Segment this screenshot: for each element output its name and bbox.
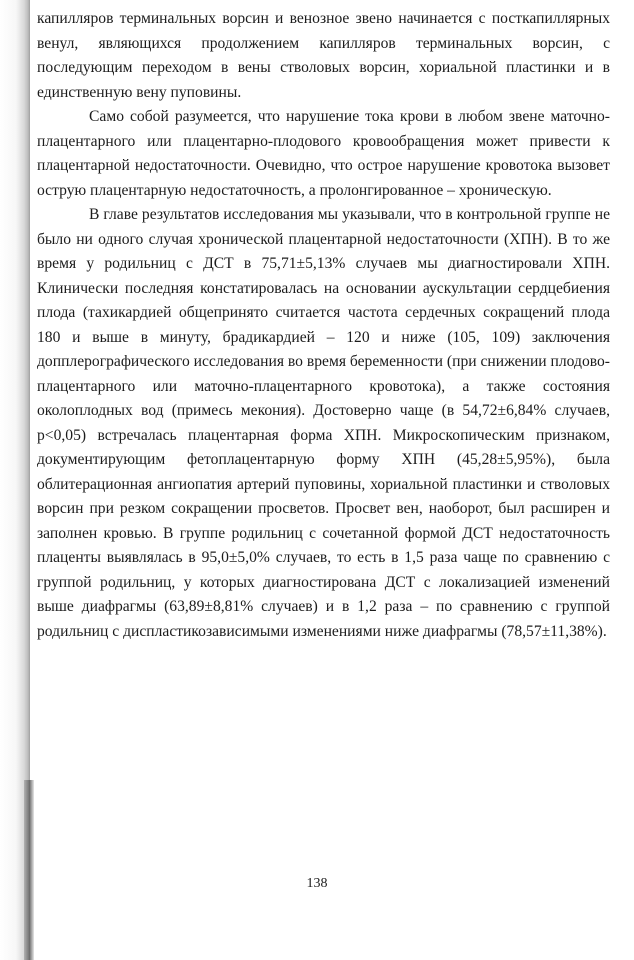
paragraph-continued: капилляров терминальных ворсин и венозное звено начинается с посткапиллярных венул, являющихся продолжением капилляров терминальных ворсин, с последующим переходом в вены стволовых ворсин, хориальной пластинки и в единственную вену пуповины. — [37, 10, 610, 101]
paragraph: Само собой разумеется, что нарушение тока крови в любом звене маточно-плацентарного или плацентарно-плодового кровообращения может привести к плацентарной недостаточности. Очевидно, что острое нарушение кровотока вызовет острую плацентарную недостаточность, а пролонгированное – хроническую. — [37, 108, 610, 199]
body-text — [37, 7, 610, 644]
paragraph: В главе результатов исследования мы указывали, что в контрольной группе не было ни одного случая хронической плацентарной недостаточности (ХПН). В то же время у родильниц с ДСТ в 75,71±5,13% случаев мы диагностировали ХПН. Клинически последняя констатировалась на основании аускультации сердцебиения плода (тахикардией общепринято считается частота сердечных сокращений плода 180 и выше в минуту, брадикардией – 120 и ниже (105, 109) заключения допплерографического исследования во время беременности (при снижении плодово-плацентарного или маточно-плацентарного кровотока), а также состояния околоплодных вод (примесь мекония). Достоверно чаще (в 54,72±6,84% случаев, p<0,05) встречалась плацентарная форма ХПН. Микроскопическим признаком, документирующим фетоплацентарную форму ХПН (45,28±5,95%), была облитерационная ангиопатия артерий пуповины, хориальной пластинки и стволовых ворсин при резком сокращении просветов. Просвет вен, наоборот, был расширен и заполнен кровью. В группе родильниц с сочетанной формой ДСТ недостаточность плаценты выявлялась в 95,0±5,0% случаев, то есть в 1,5 раза чаще по сравнению с группой родильниц, у которых диагностирована ДСТ с локализацией изменений выше диафрагмы (63,89±8,81% случаев) и в 1,2 раза – по сравнению с группой родильниц с диспластикозависимыми изменениями ниже диафрагмы (78,57±11,38%). — [37, 206, 610, 640]
page-number: 138 — [306, 876, 328, 891]
scan-binding-mark — [24, 780, 34, 960]
